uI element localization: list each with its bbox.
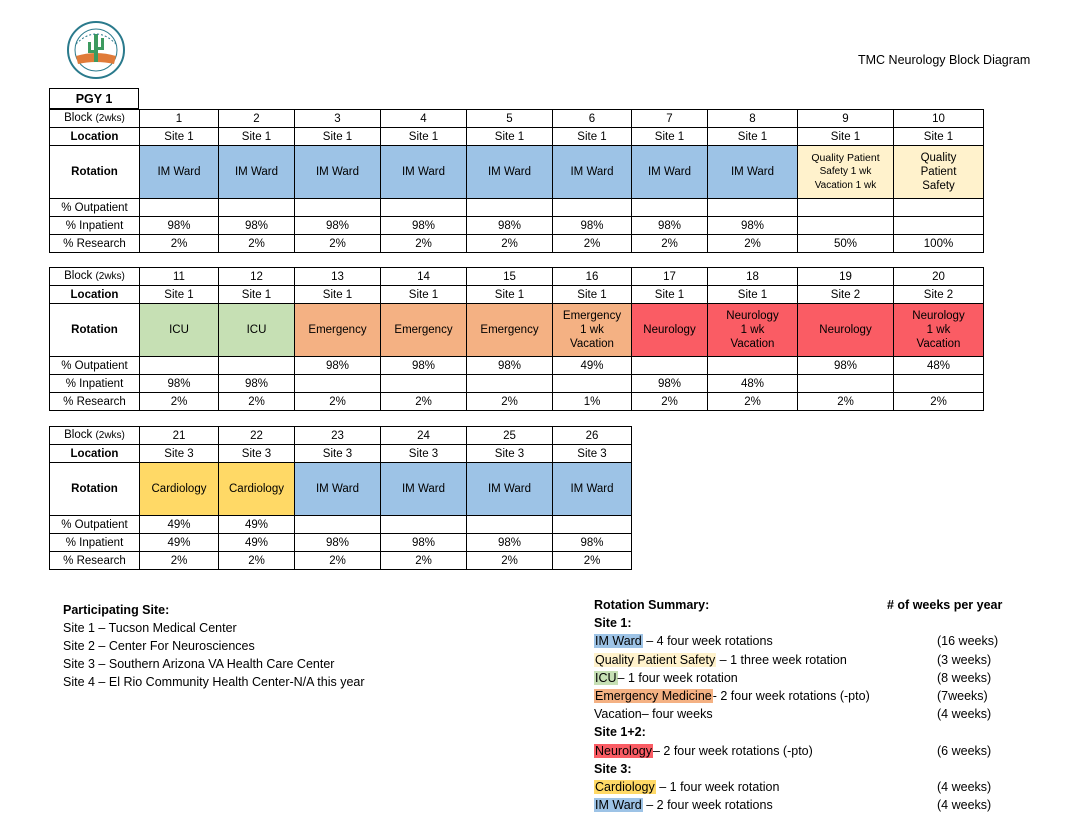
outpatient-cell: 98% [798,357,894,375]
inpatient-cell [894,375,984,393]
block-number: 19 [798,268,894,286]
inpatient-cell: 98% [295,534,381,552]
rotation-cell: IM Ward [708,146,798,199]
summary-row [594,632,1024,650]
inpatient-cell [553,375,632,393]
rotation-cell: Quality Patient Safety 1 wk Vacation 1 wk [798,146,894,199]
rotation-cell: Neurology 1 wk Vacation [894,304,984,357]
site-item: Site 4 – El Rio Community Health Center-N/A this year [63,675,365,689]
summary-row [594,796,1024,814]
outpatient-cell [632,357,708,375]
rotation-cell: Emergency [381,304,467,357]
rotation-cell: Emergency [467,304,553,357]
location-cell: Site 2 [894,286,984,304]
research-cell: 2% [219,393,295,411]
block-number: 3 [295,110,381,128]
row-out [50,199,984,217]
rotation-cell: Neurology 1 wk Vacation [708,304,798,357]
research-cell: 2% [295,235,381,253]
row-loc [50,445,632,463]
location-cell: Site 3 [219,445,295,463]
inpatient-cell: 98% [295,217,381,235]
research-cell: 2% [708,235,798,253]
block-number: 4 [381,110,467,128]
block-label: Block (2wks) [50,427,140,445]
summary-row [594,760,1024,778]
summary-row [594,614,1024,632]
block-number: 21 [140,427,219,445]
location-cell: Site 3 [381,445,467,463]
research-cell: 2% [140,235,219,253]
block-number: 11 [140,268,219,286]
rotation-cell: IM Ward [467,463,553,516]
outpatient-label: % Outpatient [50,357,140,375]
summary-row [594,705,1024,723]
summary-site-heading: Site 1: [594,616,632,631]
outpatient-cell [140,199,219,217]
location-cell: Site 3 [553,445,632,463]
research-cell: 2% [467,552,553,570]
research-cell: 2% [553,235,632,253]
outpatient-cell [295,516,381,534]
summary-rotation-name: Cardiology [595,779,655,794]
location-cell: Site 1 [632,286,708,304]
inpatient-cell: 98% [467,217,553,235]
program-logo [66,20,126,80]
summary-heading: Rotation Summary: [594,598,710,612]
participating-sites [63,601,365,691]
outpatient-cell: 48% [894,357,984,375]
site-item: Site 1 – Tucson Medical Center [63,621,237,635]
location-cell: Site 1 [632,128,708,146]
block-number: 8 [708,110,798,128]
outpatient-cell: 49% [219,516,295,534]
inpatient-cell: 98% [381,217,467,235]
rotation-label: Rotation [50,304,140,357]
summary-weeks: (6 weeks) [937,743,992,758]
block-number: 13 [295,268,381,286]
block-label: Block (2wks) [50,110,140,128]
outpatient-cell [140,357,219,375]
row-rot [50,463,632,516]
row-num [50,110,984,128]
block-number: 22 [219,427,295,445]
site-item: Site 3 – Southern Arizona VA Health Care Center [63,657,335,671]
rotation-cell: IM Ward [553,463,632,516]
inpatient-cell [295,375,381,393]
block-number: 23 [295,427,381,445]
inpatient-cell: 98% [708,217,798,235]
research-cell: 1% [553,393,632,411]
summary-site-heading: Site 1+2: [594,725,646,740]
row-inp [50,375,984,393]
block-number: 25 [467,427,553,445]
row-out [50,516,632,534]
summary-rotation-desc: Vacation– four weeks [594,707,713,722]
row-inp [50,217,984,235]
location-cell: Site 1 [553,286,632,304]
location-cell: Site 1 [798,128,894,146]
summary-rotation-name: Neurology [595,743,652,758]
location-cell: Site 1 [553,128,632,146]
research-cell: 2% [219,235,295,253]
summary-rotation-desc: - 2 four week rotations (-pto) [712,688,870,703]
row-num [50,427,632,445]
outpatient-cell [295,199,381,217]
block-number: 17 [632,268,708,286]
rotation-cell: IM Ward [295,146,381,199]
participating-heading: Participating Site: [63,603,170,617]
summary-weeks: (4 weeks) [937,798,992,813]
block-number: 10 [894,110,984,128]
inpatient-cell: 98% [219,375,295,393]
rotation-cell: Neurology [632,304,708,357]
location-cell: Site 1 [708,286,798,304]
rotation-cell: Neurology [798,304,894,357]
outpatient-label: % Outpatient [50,516,140,534]
inpatient-cell: 98% [632,375,708,393]
research-cell: 2% [467,235,553,253]
location-cell: Site 1 [467,128,553,146]
outpatient-cell [467,199,553,217]
location-label: Location [50,128,140,146]
location-cell: Site 1 [140,286,219,304]
inpatient-cell: 49% [219,534,295,552]
outpatient-cell [894,199,984,217]
block-number: 7 [632,110,708,128]
block-number: 26 [553,427,632,445]
research-cell: 2% [140,393,219,411]
summary-row [594,723,1024,741]
block-table-1 [49,109,984,253]
location-cell: Site 1 [894,128,984,146]
inpatient-cell [894,217,984,235]
summary-rotation-name: IM Ward [595,634,642,649]
block-number: 15 [467,268,553,286]
summary-weeks: (4 weeks) [937,707,992,722]
row-rot [50,146,984,199]
page-title: TMC Neurology Block Diagram [858,53,1031,67]
outpatient-cell [219,357,295,375]
inpatient-cell: 48% [708,375,798,393]
row-loc [50,286,984,304]
rotation-cell: IM Ward [219,146,295,199]
inpatient-cell [798,217,894,235]
block-number: 14 [381,268,467,286]
block-number: 6 [553,110,632,128]
location-cell: Site 1 [140,128,219,146]
inpatient-cell: 49% [140,534,219,552]
row-loc [50,128,984,146]
inpatient-cell [467,375,553,393]
research-cell: 2% [467,393,553,411]
row-res [50,393,984,411]
outpatient-cell: 98% [381,357,467,375]
rotation-cell: Emergency 1 wk Vacation [553,304,632,357]
research-cell: 50% [798,235,894,253]
outpatient-cell: 98% [295,357,381,375]
research-cell: 100% [894,235,984,253]
research-cell: 2% [295,393,381,411]
rotation-label: Rotation [50,463,140,516]
research-cell: 2% [381,393,467,411]
summary-rotation-name: Quality Patient Safety [595,652,716,667]
research-cell: 2% [632,393,708,411]
block-table-2 [49,267,984,411]
outpatient-cell [381,516,467,534]
row-rot [50,304,984,357]
outpatient-cell [708,357,798,375]
location-cell: Site 1 [381,286,467,304]
outpatient-cell [708,199,798,217]
rotation-cell: IM Ward [632,146,708,199]
summary-rotation-desc: – 1 three week rotation [716,652,847,667]
summary-rotation-desc: – 1 four week rotation [655,779,780,794]
summary-weeks: (8 weeks) [937,670,992,685]
inpatient-cell [381,375,467,393]
research-cell: 2% [381,552,467,570]
outpatient-label: % Outpatient [50,199,140,217]
summary-weeks: (3 weeks) [937,652,992,667]
research-cell: 2% [553,552,632,570]
location-cell: Site 1 [467,286,553,304]
location-cell: Site 1 [708,128,798,146]
block-number: 20 [894,268,984,286]
block-table-3 [49,426,632,570]
summary-rotation-desc: – 2 four week rotations [642,798,773,813]
rotation-cell: IM Ward [467,146,553,199]
location-label: Location [50,286,140,304]
rotation-cell: IM Ward [553,146,632,199]
summary-rotation-name: ICU [595,670,617,685]
research-label: % Research [50,235,140,253]
research-cell: 2% [219,552,295,570]
research-cell: 2% [708,393,798,411]
research-label: % Research [50,552,140,570]
summary-rotation-desc: – 1 four week rotation [617,670,738,685]
location-cell: Site 1 [295,128,381,146]
location-cell: Site 3 [140,445,219,463]
research-cell: 2% [798,393,894,411]
inpatient-cell: 98% [140,375,219,393]
inpatient-cell: 98% [467,534,553,552]
research-label: % Research [50,393,140,411]
summary-row [594,651,1024,669]
outpatient-cell [798,199,894,217]
inpatient-cell: 98% [381,534,467,552]
outpatient-cell [219,199,295,217]
summary-site-heading: Site 3: [594,761,632,776]
rotation-cell: Cardiology [219,463,295,516]
summary-rotation-name: Emergency Medicine [595,688,712,703]
row-num [50,268,984,286]
location-cell: Site 1 [295,286,381,304]
rotation-cell: Quality Patient Safety [894,146,984,199]
rotation-cell: IM Ward [140,146,219,199]
research-cell: 2% [381,235,467,253]
outpatient-cell: 49% [553,357,632,375]
location-cell: Site 3 [467,445,553,463]
location-cell: Site 2 [798,286,894,304]
location-cell: Site 1 [219,128,295,146]
site-item: Site 2 – Center For Neurosciences [63,639,255,653]
summary-weeks: (7weeks) [937,688,988,703]
summary-rotation-desc: – 4 four week rotations [642,634,773,649]
summary-row [594,742,1024,760]
research-cell: 2% [140,552,219,570]
outpatient-cell: 98% [467,357,553,375]
block-number: 24 [381,427,467,445]
row-out [50,357,984,375]
block-number: 9 [798,110,894,128]
rotation-summary [594,596,1024,814]
inpatient-cell: 98% [219,217,295,235]
location-cell: Site 1 [219,286,295,304]
row-inp [50,534,632,552]
outpatient-cell [381,199,467,217]
outpatient-cell: 49% [140,516,219,534]
location-label: Location [50,445,140,463]
inpatient-cell: 98% [553,217,632,235]
outpatient-cell [553,199,632,217]
summary-row [594,778,1024,796]
location-cell: Site 1 [381,128,467,146]
inpatient-label: % Inpatient [50,217,140,235]
rotation-cell: IM Ward [295,463,381,516]
pgy-label: PGY 1 [49,88,139,109]
summary-weeks: (16 weeks) [937,634,999,649]
inpatient-cell: 98% [140,217,219,235]
summary-weeks: (4 weeks) [937,779,992,794]
inpatient-cell [798,375,894,393]
rotation-cell: Emergency [295,304,381,357]
row-res [50,235,984,253]
summary-row [594,669,1024,687]
block-number: 12 [219,268,295,286]
row-res [50,552,632,570]
inpatient-cell: 98% [553,534,632,552]
block-number: 1 [140,110,219,128]
rotation-cell: ICU [219,304,295,357]
rotation-cell: Cardiology [140,463,219,516]
outpatient-cell [467,516,553,534]
rotation-cell: ICU [140,304,219,357]
location-cell: Site 3 [295,445,381,463]
research-cell: 2% [632,235,708,253]
outpatient-cell [632,199,708,217]
summary-row [594,687,1024,705]
rotation-cell: IM Ward [381,146,467,199]
block-number: 16 [553,268,632,286]
weeks-heading: # of weeks per year [887,598,1003,612]
summary-rotation-name: IM Ward [595,798,642,813]
outpatient-cell [553,516,632,534]
inpatient-label: % Inpatient [50,375,140,393]
rotation-label: Rotation [50,146,140,199]
research-cell: 2% [295,552,381,570]
summary-rotation-desc: – 2 four week rotations (-pto) [652,743,813,758]
research-cell: 2% [894,393,984,411]
inpatient-cell: 98% [632,217,708,235]
block-label: Block (2wks) [50,268,140,286]
block-number: 2 [219,110,295,128]
block-number: 5 [467,110,553,128]
block-number: 18 [708,268,798,286]
rotation-cell: IM Ward [381,463,467,516]
inpatient-label: % Inpatient [50,534,140,552]
